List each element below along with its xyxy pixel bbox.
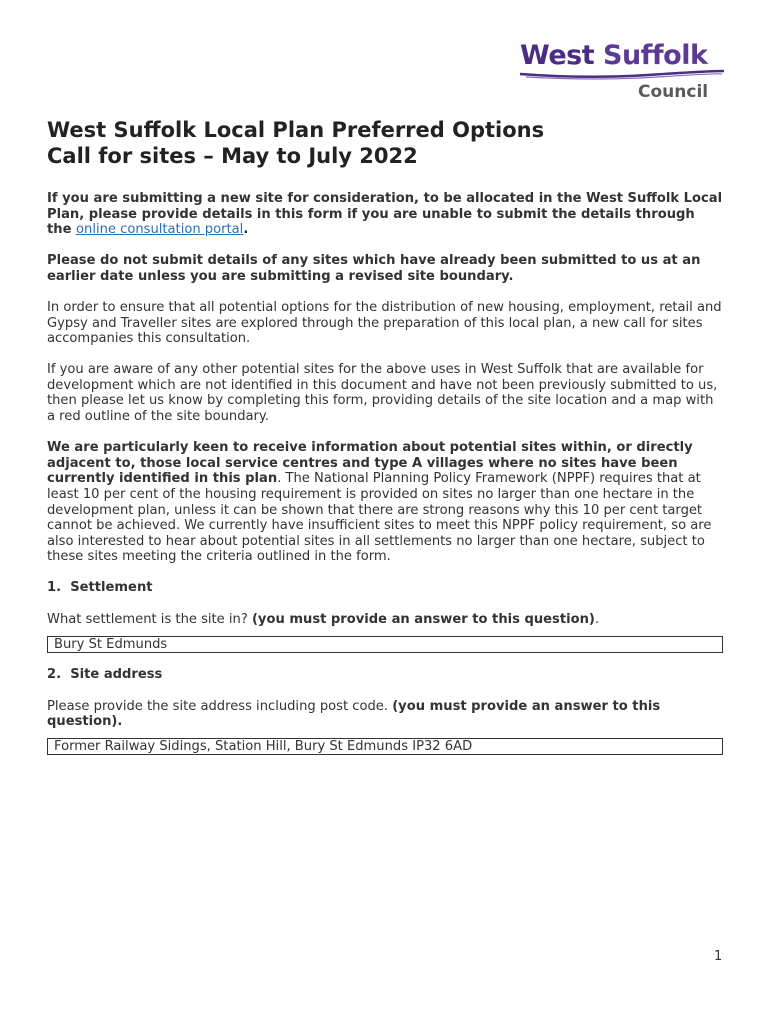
- document-body: [47, 117, 723, 769]
- prompt-end: .: [594, 611, 600, 627]
- online-consultation-portal-link[interactable]: online consultation portal: [76, 222, 244, 238]
- title-line-2: Call for sites – May to July 2022: [47, 144, 418, 168]
- intro-text: If you are submitting a new site for consideration, to be allocated in the West Suffolk Local Plan, please provide details in this form if you are unable to submit the details through the: [47, 191, 723, 238]
- logo-swoosh-icon: [518, 68, 728, 82]
- question-heading: [47, 667, 723, 683]
- prompt-text: What settlement is the site in?: [47, 611, 252, 627]
- question-heading: [47, 580, 723, 596]
- question-prompt: [47, 612, 723, 628]
- intro-paragraph-3: In order to ensure that all potential options for the distribution of new housing, employment, retail and Gypsy and Traveller sites are explored through the preparation of this local plan, a new call for sites accompanies this consultation.: [47, 299, 722, 347]
- west-suffolk-council-logo: [518, 40, 728, 104]
- question-number: 2.: [47, 667, 62, 683]
- settlement-answer-field[interactable]: Bury St Edmunds: [47, 636, 723, 653]
- intro-p5-bold: We are particularly keen to receive information about potential sites within, or directly adjacent to, those local service centres and type A villages where no sites have been currently identified in this plan: [47, 440, 693, 487]
- question-title: Settlement: [70, 580, 153, 596]
- question-title: Site address: [70, 667, 163, 683]
- question-prompt: [47, 699, 723, 730]
- page-title: [47, 117, 723, 169]
- intro-p5-rest: . The National Planning Policy Framework (NPPF) requires that at least 10 per cent of the housing requirement is provided on sites no larger than one hectare in the development plan, unless it can be shown that there are strong reasons why this 10 per cent target cannot be achieved. We currently have insufficient sites to meet this NPPF policy requirement, so are also interested to hear about potential sites in all settlements no larger than one hectare, subject to these sites meeting the criteria outlined in the form.: [47, 471, 712, 565]
- question-settlement: [47, 580, 723, 653]
- prompt-required: (you must provide an answer to this question): [251, 611, 595, 627]
- logo-word-suffolk: Suffolk: [603, 40, 708, 71]
- title-line-1: West Suffolk Local Plan Preferred Options: [47, 118, 545, 142]
- prompt-text: Please provide the site address including post code.: [47, 698, 393, 714]
- prompt-required: (you must provide an answer to this question).: [47, 698, 661, 730]
- intro-end: .: [243, 222, 249, 238]
- site-address-answer-field[interactable]: Former Railway Sidings, Station Hill, Bury St Edmunds IP32 6AD: [47, 738, 723, 755]
- intro-paragraph-5: [47, 440, 723, 565]
- question-number: 1.: [47, 580, 62, 596]
- intro-paragraph-1: [47, 191, 723, 238]
- logo-word-west: West: [520, 40, 595, 71]
- logo-wordmark: [520, 40, 707, 71]
- intro-paragraph-2: Please do not submit details of any sites which have already been submitted to us at an earlier date unless you are submitting a revised site boundary.: [47, 253, 701, 284]
- question-site-address: [47, 667, 723, 755]
- logo-council: Council: [638, 82, 709, 102]
- intro-paragraph-4: If you are aware of any other potential sites for the above uses in West Suffolk that are available for development which are not identified in this document and have not been previously submitted to us, then please let us know by completing this form, providing details of the site location and a map with a red outline of the site boundary.: [47, 362, 718, 425]
- page-number: 1: [714, 949, 723, 964]
